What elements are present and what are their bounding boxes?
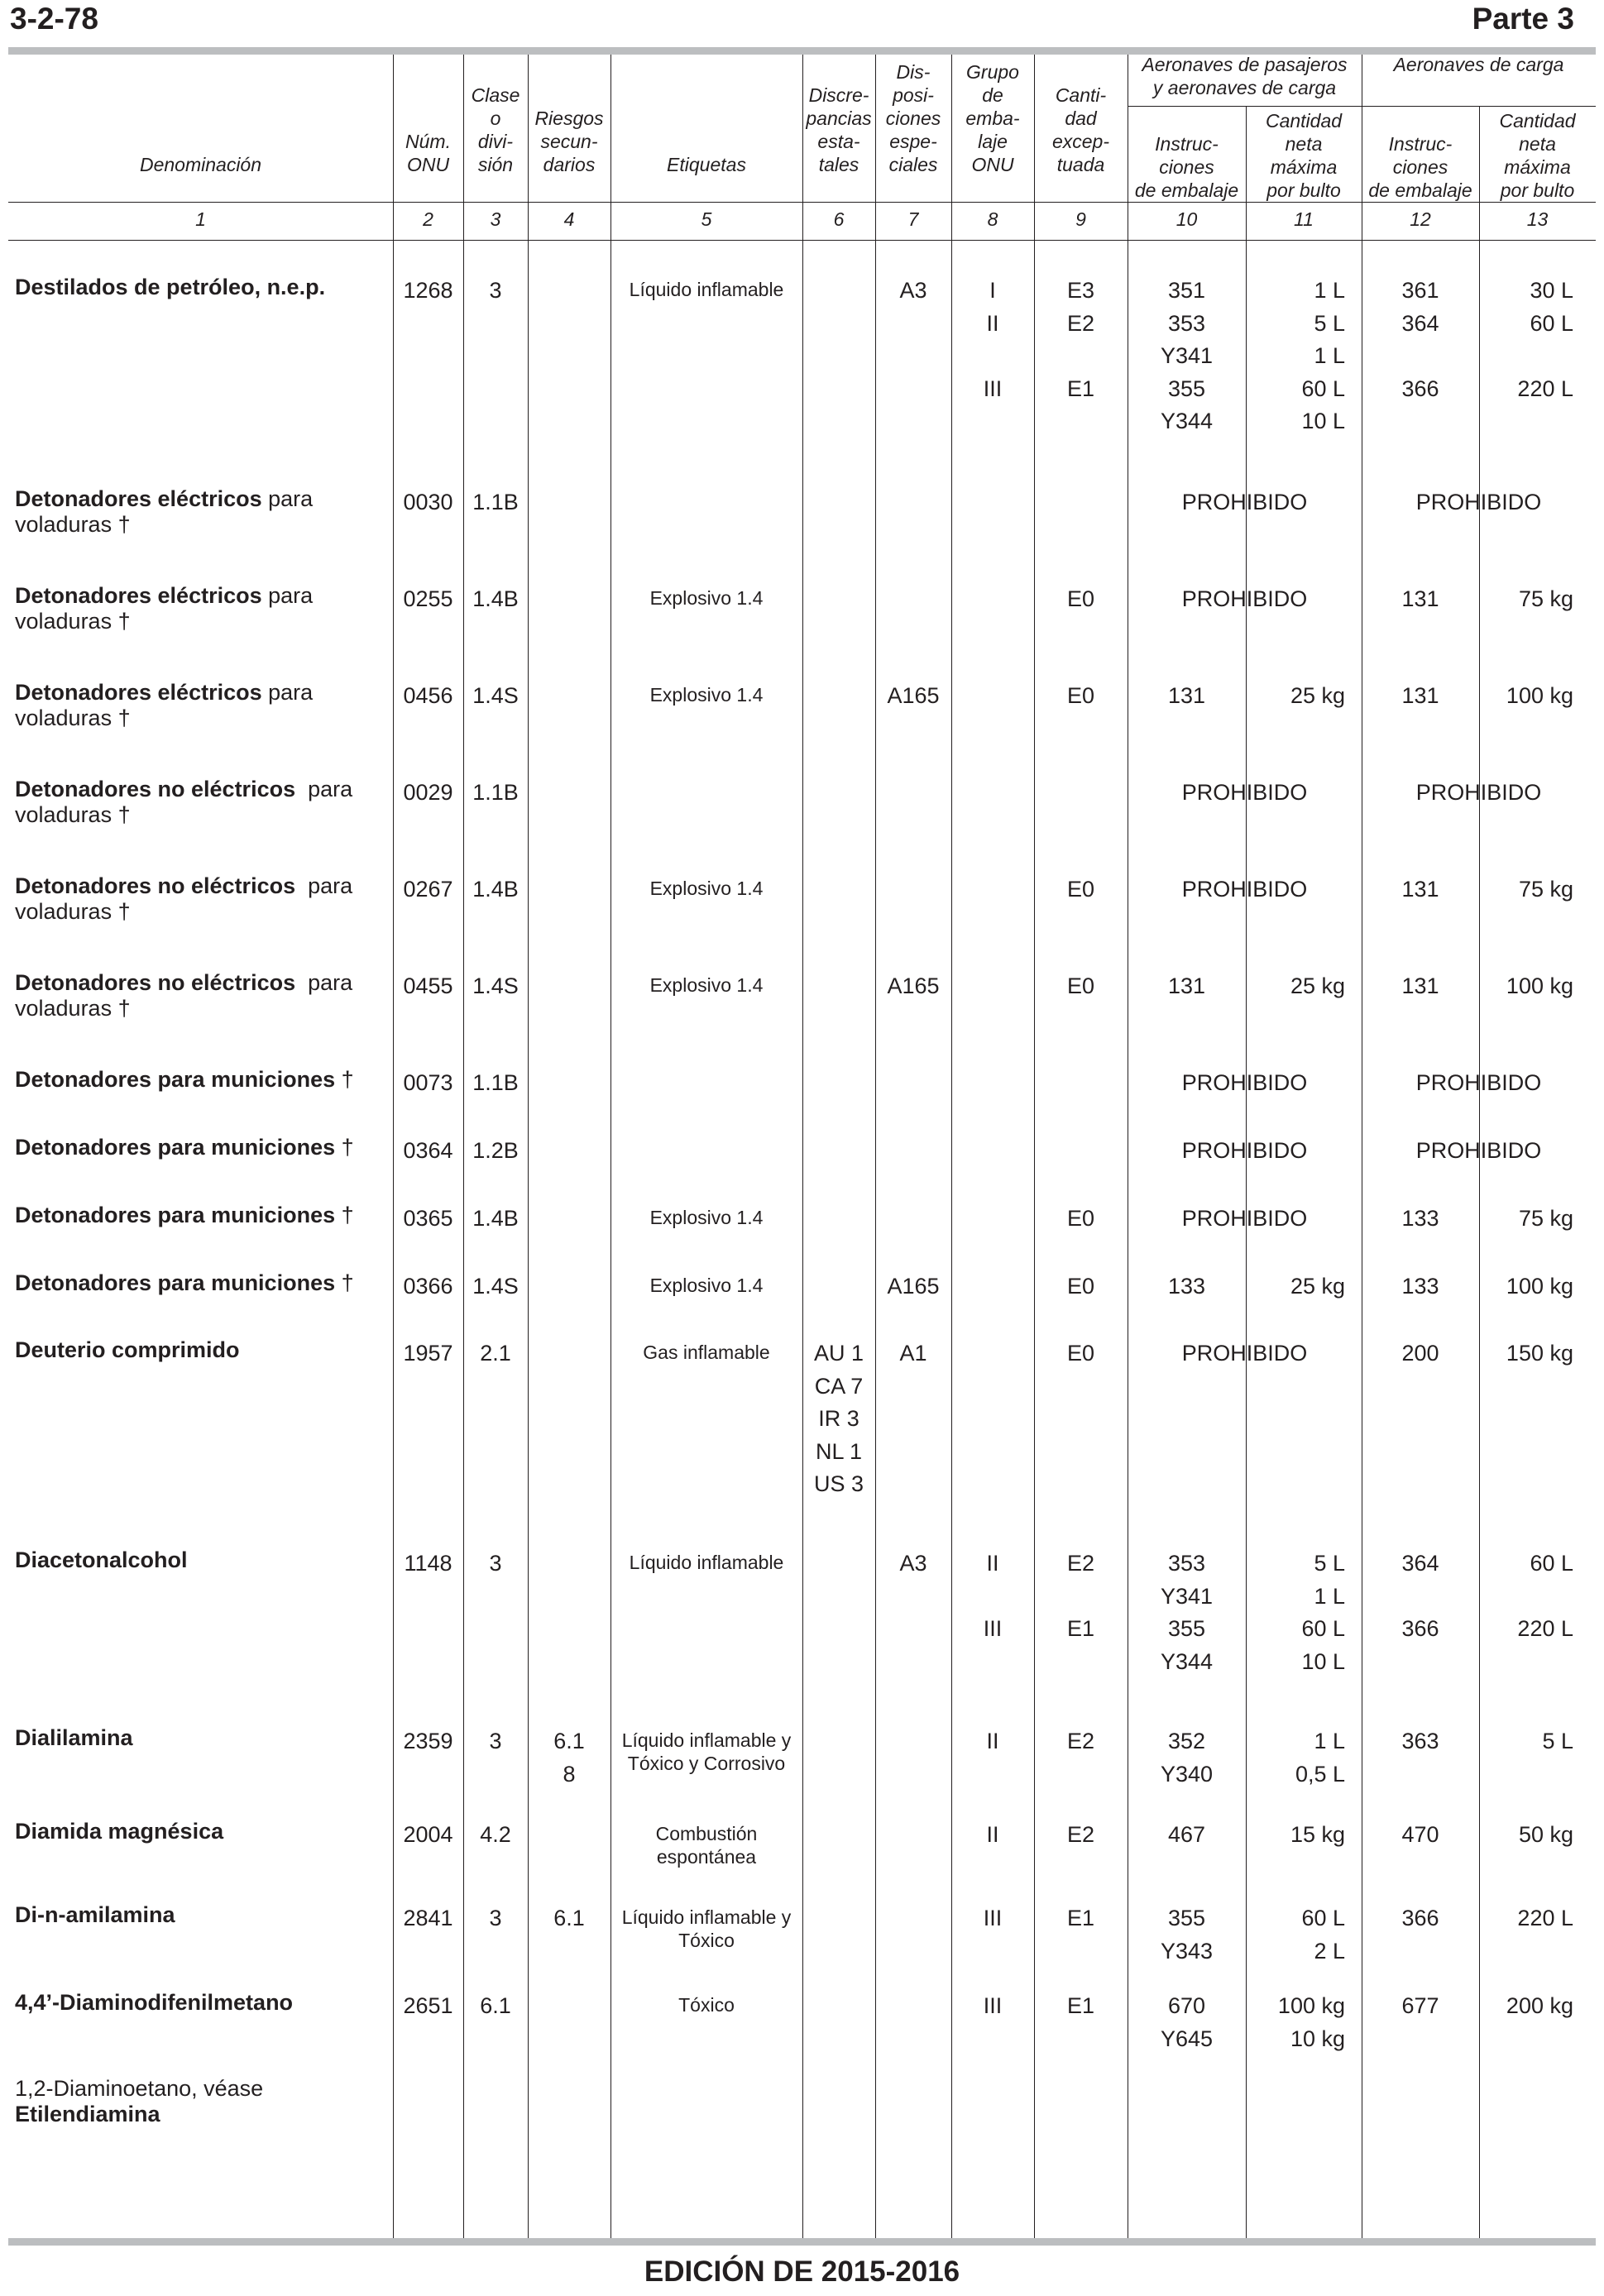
substance-name xyxy=(15,583,379,634)
substance-name-rest: para voladuras † xyxy=(15,777,359,827)
col-line xyxy=(875,55,876,2238)
cell-un: 1148 xyxy=(404,1551,452,1576)
hazard-label: Explosivo 1.4 xyxy=(649,878,764,899)
substance-name-bold: 4,4’-Diaminodifenilmetano xyxy=(15,1990,294,2015)
substance-name-bold: Detonadores no eléctricos xyxy=(15,873,296,898)
header-line xyxy=(8,202,1596,203)
cell-eq: E1 xyxy=(1066,1993,1095,2018)
column-number: 10 xyxy=(1175,208,1198,230)
passenger-prohibited: PROHIBIDO xyxy=(1181,877,1308,902)
cell-cq: 75 kg xyxy=(1518,877,1573,902)
cell-ci: 133 xyxy=(1401,1206,1439,1231)
column-number: 6 xyxy=(833,208,845,230)
column-number: 8 xyxy=(987,208,998,230)
passenger-prohibited: PROHIBIDO xyxy=(1181,780,1308,805)
cell-eq: E0 xyxy=(1066,877,1095,902)
hazard-label: Explosivo 1.4 xyxy=(649,974,764,996)
cell-cls: 4.2 xyxy=(480,1822,511,1847)
substance-name-rest: † xyxy=(335,1135,354,1160)
col-line xyxy=(802,55,803,2238)
hazard-label: Gas inflamable xyxy=(643,1342,770,1363)
substance-name-bold: Detonadores para municiones xyxy=(15,1067,336,1092)
substance-name xyxy=(15,1203,379,1228)
cell-ci: 470 xyxy=(1401,1822,1439,1847)
substance-name-bold: Diamida magnésica xyxy=(15,1819,224,1844)
substance-name-bold: Detonadores eléctricos xyxy=(15,680,262,705)
hazard-label: Líquido inflamable y Tóxico xyxy=(621,1906,792,1951)
colnum-line xyxy=(8,240,1596,241)
cell-cls: 3 xyxy=(489,1906,502,1930)
bottom-rule xyxy=(8,2238,1596,2246)
cell-un: 1957 xyxy=(403,1341,453,1366)
edition-footer: EDICIÓN DE 2015-2016 xyxy=(644,2255,960,2288)
cell-pq: 60 L 2 L xyxy=(1301,1906,1345,1964)
substance-name xyxy=(15,1337,379,1363)
substance-name-rest: para voladuras † xyxy=(15,680,319,730)
header-disposiciones: Dis- posi- ciones espe- ciales xyxy=(885,61,941,175)
cell-pi: 355 Y343 xyxy=(1160,1906,1214,1964)
cell-pg: III xyxy=(983,1906,1003,1930)
cell-un: 0366 xyxy=(403,1274,453,1299)
cell-pi: 133 xyxy=(1167,1274,1206,1299)
cell-un: 1268 xyxy=(403,278,453,303)
cell-cq: 220 L xyxy=(1517,1906,1573,1930)
cell-pi: 670 Y645 xyxy=(1160,1993,1214,2051)
substance-name xyxy=(15,486,379,538)
substance-name xyxy=(15,1135,379,1160)
cell-un: 0073 xyxy=(403,1070,453,1095)
passenger-prohibited: PROHIBIDO xyxy=(1181,586,1308,611)
cell-pq: 1 L 0,5 L xyxy=(1295,1729,1345,1787)
cell-cq: 100 kg xyxy=(1506,1274,1573,1299)
cell-pi: 353 Y341 355 Y344 xyxy=(1160,1551,1214,1674)
cell-un: 0456 xyxy=(403,683,453,708)
substance-name-bold: Diacetonalcohol xyxy=(15,1547,188,1572)
substance-name-rest: † xyxy=(335,1067,354,1092)
cell-sp: A1 xyxy=(899,1341,927,1366)
cell-disc: AU 1 CA 7 IR 3 NL 1 US 3 xyxy=(813,1341,864,1496)
hazard-label: Líquido inflamable xyxy=(629,279,784,300)
cell-sp: A165 xyxy=(887,683,940,708)
cell-cls: 3 xyxy=(489,1729,502,1753)
cell-pq: 15 kg xyxy=(1290,1822,1345,1847)
substance-name-bold: Detonadores para municiones xyxy=(15,1203,336,1227)
header-num-onu: Núm. ONU xyxy=(405,131,451,175)
cell-cls: 1.4B xyxy=(472,877,519,902)
cell-pg: III xyxy=(983,1993,1003,2018)
cell-un: 0030 xyxy=(403,490,453,514)
substance-name xyxy=(15,2076,379,2127)
column-number: 3 xyxy=(490,208,501,230)
substance-name-rest: para voladuras † xyxy=(15,486,319,537)
cell-eq: E0 xyxy=(1066,1341,1095,1366)
cell-cls: 3 xyxy=(489,278,502,303)
substance-name-rest: para voladuras † xyxy=(15,970,359,1021)
substance-name xyxy=(15,1990,379,2016)
header-clase: Clase o divi- sión xyxy=(471,84,520,175)
cell-cls: 1.4B xyxy=(472,1206,519,1231)
hazard-label: Explosivo 1.4 xyxy=(649,587,764,609)
substance-name-rest: para voladuras † xyxy=(15,873,359,924)
column-number: 9 xyxy=(1075,208,1086,230)
header-instrucciones-pax: Instruc- ciones de embalaje xyxy=(1134,133,1239,201)
hazard-label: Líquido inflamable y Tóxico y Corrosivo xyxy=(621,1729,792,1774)
cell-ci: 361 364 366 xyxy=(1401,278,1439,401)
column-number: 5 xyxy=(701,208,712,230)
cell-ci: 131 xyxy=(1401,877,1439,902)
cell-cls: 1.4S xyxy=(472,1274,519,1299)
header-etiquetas: Etiquetas xyxy=(667,154,746,175)
substance-name xyxy=(15,1067,379,1093)
cell-pg: II xyxy=(986,1729,999,1753)
passenger-prohibited: PROHIBIDO xyxy=(1181,1341,1308,1366)
cell-un: 0365 xyxy=(403,1206,453,1231)
cargo-prohibited: PROHIBIDO xyxy=(1415,490,1542,514)
cell-cq: 50 kg xyxy=(1518,1822,1573,1847)
cell-cls: 1.4S xyxy=(472,973,519,998)
cell-cq: 30 L 60 L 220 L xyxy=(1517,278,1573,401)
see-also-text: 1,2-Diaminoetano, véase xyxy=(15,2076,264,2101)
substance-name xyxy=(15,1547,379,1573)
cell-cls: 1.1B xyxy=(472,490,519,514)
substance-name-bold: Deuterio comprimido xyxy=(15,1337,240,1362)
cell-cq: 100 kg xyxy=(1506,973,1573,998)
header-instrucciones-cargo: Instruc- ciones de embalaje xyxy=(1368,133,1472,201)
cell-un: 2651 xyxy=(403,1993,453,2018)
hazard-label: Explosivo 1.4 xyxy=(649,1275,764,1296)
substance-name-rest: † xyxy=(335,1270,354,1295)
cell-pg: II III xyxy=(983,1551,1003,1641)
cell-cls: 1.4B xyxy=(472,586,519,611)
column-number: 4 xyxy=(563,208,575,230)
column-number: 7 xyxy=(907,208,919,230)
cell-cls: 3 xyxy=(489,1551,502,1576)
hazard-label: Explosivo 1.4 xyxy=(649,684,764,706)
substance-name xyxy=(15,275,379,300)
cell-pq: 25 kg xyxy=(1290,683,1345,708)
substance-name-bold: Etilendiamina xyxy=(15,2102,160,2126)
cell-cq: 60 L 220 L xyxy=(1517,1551,1573,1641)
substance-name xyxy=(15,1725,379,1751)
cell-sp: A3 xyxy=(899,1551,927,1576)
cell-pq: 25 kg xyxy=(1290,1274,1345,1299)
column-number: 13 xyxy=(1526,208,1549,230)
cell-pg: I II III xyxy=(983,278,1003,401)
substance-name xyxy=(15,1819,379,1844)
hazard-label: Líquido inflamable xyxy=(629,1552,784,1573)
substance-name xyxy=(15,1902,379,1928)
cell-un: 0255 xyxy=(403,586,453,611)
cell-ci: 200 xyxy=(1401,1341,1439,1366)
cell-ci: 131 xyxy=(1401,683,1439,708)
cargo-prohibited: PROHIBIDO xyxy=(1415,780,1542,805)
header-grupo: Grupo de emba- laje ONU xyxy=(965,61,1020,175)
cell-cq: 75 kg xyxy=(1518,1206,1573,1231)
header-cantidad-pax: Cantidad neta máxima por bulto xyxy=(1265,110,1343,201)
cell-cls: 2.1 xyxy=(480,1341,511,1366)
hazard-label: Combustión espontánea xyxy=(655,1823,758,1868)
column-number: 12 xyxy=(1410,208,1431,230)
header-discrepancias: Discre- pancias esta- tales xyxy=(806,84,872,175)
hazard-label: Tóxico xyxy=(678,1994,735,2016)
cell-pi: 131 xyxy=(1167,683,1206,708)
cell-eq: E0 xyxy=(1066,973,1095,998)
cell-cls: 1.4S xyxy=(472,683,519,708)
cell-pi: 351 353 Y341 355 Y344 xyxy=(1160,278,1214,433)
column-number: 1 xyxy=(195,208,206,230)
cell-pi: 352 Y340 xyxy=(1160,1729,1214,1787)
header-pasajeros-group: Aeronaves de pasajeros y aeronaves de carga xyxy=(1142,54,1348,98)
substance-name-rest: † xyxy=(335,1203,354,1227)
cell-un: 0267 xyxy=(403,877,453,902)
header-carga-group: Aeronaves de carga xyxy=(1393,54,1564,75)
substance-name-bold: Destilados de petróleo, n.e.p. xyxy=(15,275,326,299)
substance-name xyxy=(15,873,379,925)
cell-ci: 131 xyxy=(1401,586,1439,611)
cell-pq: 25 kg xyxy=(1290,973,1345,998)
cell-ci: 677 xyxy=(1401,1993,1439,2018)
cell-un: 2004 xyxy=(403,1822,453,1847)
cell-eq: E2 xyxy=(1066,1822,1095,1847)
cell-sp: A165 xyxy=(887,973,940,998)
substance-name xyxy=(15,970,379,1021)
page-number: 3-2-78 xyxy=(10,2,98,36)
cell-eq: E3 E2 E1 xyxy=(1066,278,1095,401)
cell-cq: 100 kg xyxy=(1506,683,1573,708)
cell-pq: 100 kg 10 kg xyxy=(1277,1993,1345,2051)
cell-un: 0455 xyxy=(403,973,453,998)
passenger-prohibited: PROHIBIDO xyxy=(1181,490,1308,514)
cell-pq: 5 L 1 L 60 L 10 L xyxy=(1301,1551,1345,1674)
cell-eq: E0 xyxy=(1066,586,1095,611)
column-number: 2 xyxy=(423,208,433,230)
substance-name-bold: Detonadores para municiones xyxy=(15,1135,336,1160)
passenger-prohibited: PROHIBIDO xyxy=(1181,1138,1308,1163)
cell-un: 2359 xyxy=(403,1729,453,1753)
hazard-label: Explosivo 1.4 xyxy=(649,1207,764,1228)
cell-cq: 5 L xyxy=(1542,1729,1573,1753)
cargo-prohibited: PROHIBIDO xyxy=(1415,1070,1542,1095)
header-cantidad-exceptuada: Canti- dad excep- tuada xyxy=(1051,84,1110,175)
header-cantidad-cargo: Cantidad neta máxima por bulto xyxy=(1499,110,1576,201)
cell-eq: E0 xyxy=(1066,683,1095,708)
cell-ci: 364 366 xyxy=(1401,1551,1439,1641)
cell-cls: 1.1B xyxy=(472,1070,519,1095)
substance-name-bold: Detonadores para municiones xyxy=(15,1270,336,1295)
cell-eq: E1 xyxy=(1066,1906,1095,1930)
cell-eq: E0 xyxy=(1066,1274,1095,1299)
substance-name-bold: Detonadores eléctricos xyxy=(15,583,262,608)
cell-ci: 133 xyxy=(1401,1274,1439,1299)
cell-un: 0364 xyxy=(403,1138,453,1163)
header-denominacion: Denominación xyxy=(139,154,262,175)
cell-pi: 467 xyxy=(1167,1822,1206,1847)
cell-cls: 6.1 xyxy=(480,1993,511,2018)
cell-eq: E2 E1 xyxy=(1066,1551,1095,1641)
passenger-prohibited: PROHIBIDO xyxy=(1181,1206,1308,1231)
header-subline xyxy=(1128,106,1596,107)
cell-un: 0029 xyxy=(403,780,453,805)
cargo-prohibited: PROHIBIDO xyxy=(1415,1138,1542,1163)
cell-sp: A3 xyxy=(899,278,927,303)
substance-name-rest: para voladuras † xyxy=(15,583,319,634)
cell-ci: 131 xyxy=(1401,973,1439,998)
substance-name-bold: Di-n-amilamina xyxy=(15,1902,175,1927)
part-title: Parte 3 xyxy=(1472,2,1574,36)
substance-name-bold: Detonadores no eléctricos xyxy=(15,777,296,801)
cell-cq: 200 kg xyxy=(1506,1993,1573,2018)
cell-cq: 150 kg xyxy=(1506,1341,1573,1366)
substance-name xyxy=(15,680,379,731)
substance-name xyxy=(15,1270,379,1296)
cell-ci: 366 xyxy=(1401,1906,1439,1930)
cell-ci: 363 xyxy=(1401,1729,1439,1753)
passenger-prohibited: PROHIBIDO xyxy=(1181,1070,1308,1095)
substance-name-bold: Detonadores no eléctricos xyxy=(15,970,296,995)
cell-pg: II xyxy=(986,1822,999,1847)
substance-name-bold: Dialilamina xyxy=(15,1725,133,1750)
cell-un: 2841 xyxy=(403,1906,453,1930)
cell-pi: 131 xyxy=(1167,973,1206,998)
cell-sp: A165 xyxy=(887,1274,940,1299)
header-riesgos: Riesgos secun- darios xyxy=(534,108,604,175)
column-number: 11 xyxy=(1294,208,1314,230)
substance-name xyxy=(15,777,379,828)
cell-cls: 1.2B xyxy=(472,1138,519,1163)
cell-cls: 1.1B xyxy=(472,780,519,805)
substance-name-bold: Detonadores eléctricos xyxy=(15,486,262,511)
cell-cq: 75 kg xyxy=(1518,586,1573,611)
cell-pq: 1 L 5 L 1 L 60 L 10 L xyxy=(1301,278,1345,433)
cell-sub: 6.1 8 xyxy=(553,1729,585,1787)
cell-eq: E0 xyxy=(1066,1206,1095,1231)
cell-eq: E2 xyxy=(1066,1729,1095,1753)
cell-sub: 6.1 xyxy=(553,1906,585,1930)
